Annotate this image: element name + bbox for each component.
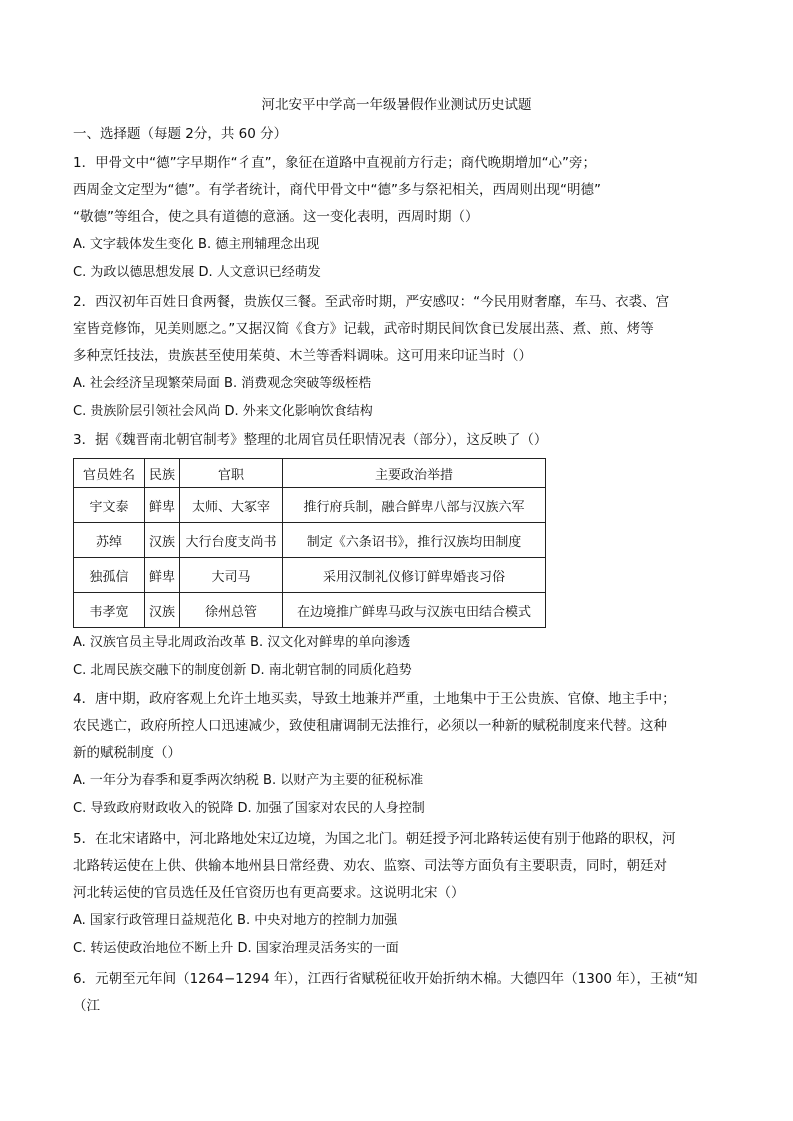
q4-stem-line-1: 4．唐中期，政府客观上允许土地买卖，导致土地兼并严重，土地集中于王公贵族、官僚、地主手中； <box>73 691 676 707</box>
table-row <box>74 523 546 558</box>
officials-table <box>73 458 546 628</box>
q1-stem-line-1: 1．甲骨文中“德”字早期作“彳直”，象征在道路中直视前方行走；商代晚期增加“心”旁； <box>73 155 597 171</box>
table-header-cell: 民族 <box>145 459 180 488</box>
q6-stem-line-2: （江 <box>73 998 100 1014</box>
page-title: 河北安平中学高一年级暑假作业测试历史试题 <box>261 97 532 113</box>
table-header-cell: 官职 <box>180 459 283 488</box>
table-cell: 大行台度支尚书 <box>180 523 283 558</box>
table-cell: 制定《六条诏书》，推行汉族均田制度 <box>283 523 546 558</box>
q2-stem-line-2: 室皆竞修饰，见美则愿之。”又据汉简《食方》记载，武帝时期民间饮食已发展出蒸、煮、煎、烤等 <box>73 321 654 337</box>
q3-stem: 3．据《魏晋南北朝官制考》整理的北周官员任职情况表（部分），这反映了（） <box>73 432 548 448</box>
table-cell: 鲜卑 <box>145 488 180 523</box>
table-row <box>74 593 546 628</box>
table-cell: 推行府兵制，融合鲜卑八部与汉族六军 <box>283 488 546 523</box>
q5-stem-line-1: 5．在北宋诸路中，河北路地处宋辽边境，为国之北门。朝廷授予河北路转运使有别于他路的职权，河 <box>73 831 676 847</box>
table-cell: 鲜卑 <box>145 558 180 593</box>
table-cell: 采用汉制礼仪修订鲜卑婚丧习俗 <box>283 558 546 593</box>
q4-stem-line-2: 农民逃亡，政府所控人口迅速减少，致使租庸调制无法推行，必须以一种新的赋税制度来代替。这种 <box>73 718 667 734</box>
table-cell: 苏绰 <box>74 523 145 558</box>
q2-options-ab: A. 社会经济呈现繁荣局面 B. 消费观念突破等级桎梏 <box>73 376 372 391</box>
table-row <box>74 558 546 593</box>
table-header-cell: 官员姓名 <box>74 459 145 488</box>
q6-stem-line-1: 6．元朝至元年间（1264−1294 年），江西行省赋税征收开始折纳木棉。大德四年（1300 年），王祯“知 <box>73 971 698 987</box>
table-cell: 徐州总管 <box>180 593 283 628</box>
q4-options-cd: C. 导致政府财政收入的锐降 D. 加强了国家对农民的人身控制 <box>73 801 425 816</box>
table-cell: 太师、大冢宰 <box>180 488 283 523</box>
q5-stem-line-3: 河北转运使的官员选任及任官资历也有更高要求。这说明北宋（） <box>73 885 465 901</box>
q1-stem-line-3: “敬德”等组合，使之具有道德的意涵。这一变化表明，西周时期（） <box>73 209 479 225</box>
q1-stem-line-2: 西周金文定型为“德”。有学者统计，商代甲骨文中“德”多与祭祀相关，西周则出现“明德” <box>73 182 601 198</box>
q4-options-ab: A. 一年分为春季和夏季两次纳税 B. 以财产为主要的征税标准 <box>73 773 424 788</box>
q4-stem-line-3: 新的赋税制度（） <box>73 745 181 761</box>
q2-stem-line-3: 多种烹饪技法，贵族甚至使用茱萸、木兰等香料调味。这可用来印证当时（） <box>73 348 532 364</box>
q5-options-ab: A. 国家行政管理日益规范化 B. 中央对地方的控制力加强 <box>73 913 398 928</box>
table-header-row <box>74 459 546 488</box>
q1-options-cd: C. 为政以德思想发展 D. 人文意识已经萌发 <box>73 265 321 280</box>
table-cell: 大司马 <box>180 558 283 593</box>
section-heading: 一、选择题（每题 2分，共 60 分） <box>73 126 288 142</box>
q2-options-cd: C. 贵族阶层引领社会风尚 D. 外来文化影响饮食结构 <box>73 404 373 419</box>
q2-stem-line-1: 2．西汉初年百姓日食两餐，贵族仅三餐。至武帝时期，严安感叹：“今民用财奢靡，车马、衣裘、宫 <box>73 294 670 310</box>
q5-stem-line-2: 北路转运使在上供、供输本地州县日常经费、劝农、监察、司法等方面负有主要职责，同时，朝廷对 <box>73 858 667 874</box>
q3-options-cd: C. 北周民族交融下的制度创新 D. 南北朝官制的同质化趋势 <box>73 663 412 678</box>
table-cell: 汉族 <box>145 523 180 558</box>
q3-options-ab: A. 汉族官员主导北周政治改革 B. 汉文化对鲜卑的单向渗透 <box>73 635 411 650</box>
table-cell: 汉族 <box>145 593 180 628</box>
table-cell: 在边境推广鲜卑马政与汉族屯田结合模式 <box>283 593 546 628</box>
q5-options-cd: C. 转运使政治地位不断上升 D. 国家治理灵活务实的一面 <box>73 941 399 956</box>
table-cell: 宇文泰 <box>74 488 145 523</box>
table-row <box>74 488 546 523</box>
q1-options-ab: A. 文字载体发生变化 B. 德主刑辅理念出现 <box>73 237 320 252</box>
table-header-cell: 主要政治举措 <box>283 459 546 488</box>
table-cell: 韦孝宽 <box>74 593 145 628</box>
table-cell: 独孤信 <box>74 558 145 593</box>
